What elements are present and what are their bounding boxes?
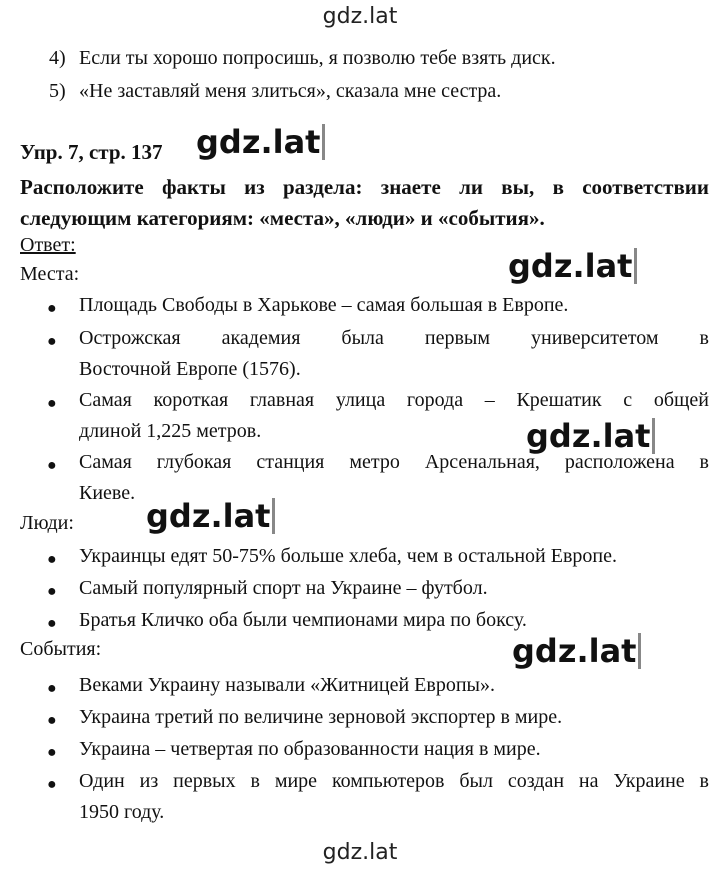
- watermark: gdz.lat: [526, 418, 655, 454]
- task-line: следующим категориям: «места», «люди» и «события».: [20, 206, 545, 230]
- bullet-icon: ●: [47, 744, 57, 761]
- bullet-icon: ●: [47, 300, 57, 317]
- list-item: Острожская академия была первым университетом в Восточной Европе (1576).: [79, 327, 709, 380]
- list-item: Самый популярный спорт на Украине – футбол.: [79, 577, 488, 599]
- bullet-icon: ●: [47, 680, 57, 697]
- bullet-icon: ●: [47, 776, 57, 793]
- exercise-task: [20, 172, 709, 234]
- bullet-icon: ●: [47, 583, 57, 600]
- list-item: «Не заставляй меня злиться», сказала мне сестра.: [79, 80, 502, 102]
- bullet-icon: ●: [47, 551, 57, 568]
- watermark: gdz.lat: [508, 248, 637, 284]
- bullet-icon: ●: [47, 712, 57, 729]
- bullet-icon: ●: [47, 395, 57, 412]
- bullet-icon: ●: [47, 333, 57, 350]
- list-item: Самая глубокая станция метро Арсенальная, расположена в Киеве.: [79, 451, 709, 504]
- section-label-places: Места:: [20, 263, 80, 285]
- list-item: Украина третий по величине зерновой экспортер в мире.: [79, 706, 563, 728]
- list-item: Площадь Свободы в Харькове – самая большая в Европе.: [79, 294, 569, 316]
- section-label-events: События:: [20, 638, 102, 660]
- list-item: Веками Украину называли «Житницей Европы».: [79, 674, 495, 696]
- list-item: Украинцы едят 50-75% больше хлеба, чем в остальной Европе.: [79, 545, 617, 567]
- watermark-footer: gdz.lat: [322, 840, 398, 865]
- list-item: Братья Кличко оба были чемпионами мира по боксу.: [79, 609, 527, 631]
- task-line: Расположите факты из раздела: знаете ли вы, в соответствии: [20, 175, 709, 199]
- bullet-icon: ●: [47, 615, 57, 632]
- answer-label: Ответ:: [20, 234, 76, 256]
- section-label-people: Люди:: [20, 512, 74, 534]
- list-item: Один из первых в мире компьютеров был создан на Украине в 1950 году.: [79, 770, 709, 823]
- exercise-title: Упр. 7, стр. 137: [20, 140, 163, 164]
- watermark: gdz.lat: [196, 124, 325, 160]
- list-item: Самая короткая главная улица города – Крешатик с общей длиной 1,225 метров.: [79, 389, 709, 442]
- list-number: 4): [49, 47, 66, 69]
- watermark-header: gdz.lat: [322, 4, 398, 29]
- watermark: gdz.lat: [146, 498, 275, 534]
- watermark: gdz.lat: [512, 633, 641, 669]
- list-item: Украина – четвертая по образованности нация в мире.: [79, 738, 541, 760]
- list-item: Если ты хорошо попросишь, я позволю тебе взять диск.: [79, 47, 556, 69]
- list-number: 5): [49, 80, 66, 102]
- bullet-icon: ●: [47, 457, 57, 474]
